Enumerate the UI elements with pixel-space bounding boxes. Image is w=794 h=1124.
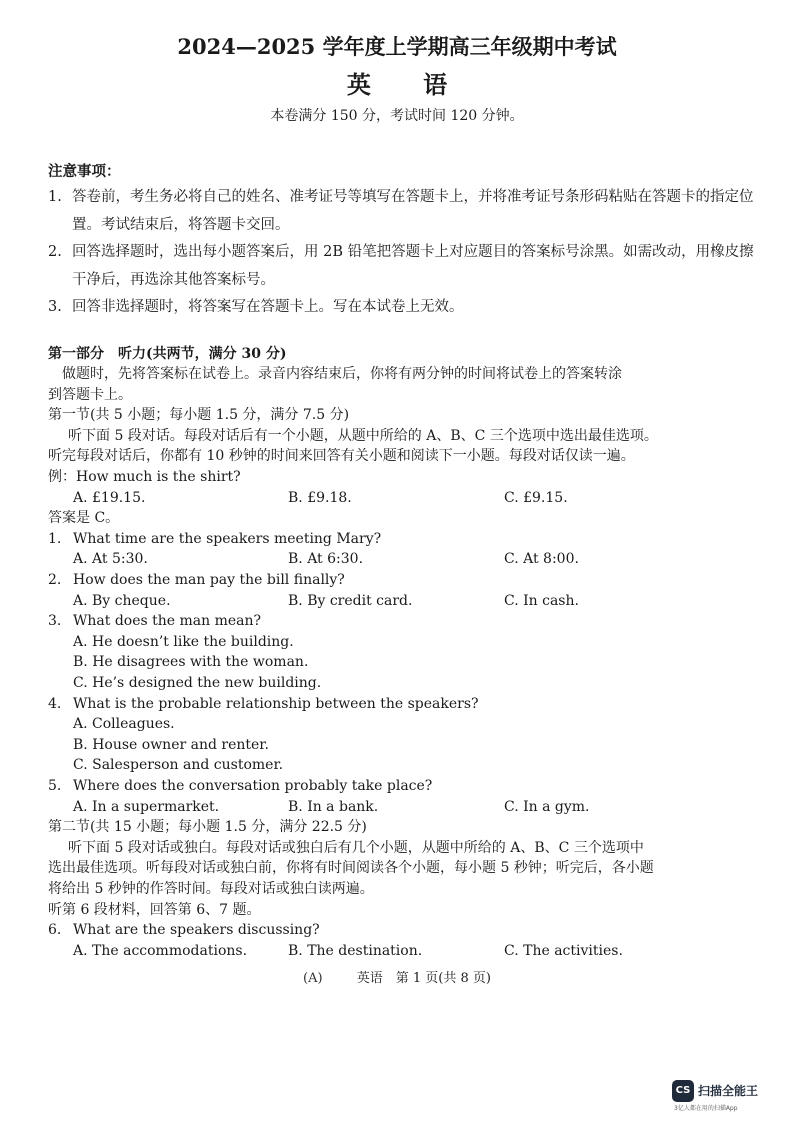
answer-option: B. House owner and renter. — [73, 736, 269, 753]
scanner-watermark — [672, 1080, 782, 1116]
answer-option: C. Salesperson and customer. — [73, 757, 284, 774]
part1-intro-line: 到答题卡上。 — [48, 386, 132, 403]
notice-item-num: 1. — [48, 189, 62, 205]
question-text: How does the man pay the bill finally? — [73, 572, 345, 589]
answer-option: B. At 6:30. — [288, 551, 364, 568]
notice-item — [48, 239, 760, 294]
answer-option: A. The accommodations. — [73, 942, 248, 959]
example-option: B. £9.18. — [288, 489, 352, 506]
camscanner-logo-icon: CS — [672, 1080, 694, 1102]
question-stem — [48, 570, 760, 591]
answer-option: A. By cheque. — [73, 592, 171, 609]
example-answer: 答案是 C。 — [48, 510, 120, 527]
question-number: 1. — [48, 530, 62, 547]
notice-item — [48, 294, 760, 322]
section2-instruction: 选出最佳选项。听每段对话或独白前，你将有时间阅读各个小题，每小题 5 秒钟；听完后，各小题 — [48, 860, 654, 877]
options-row — [48, 549, 760, 570]
exam-title: 2024—2025 学年度上学期高三年级期中考试 — [177, 34, 617, 59]
notice-item-text: 答卷前，考生务必将自己的姓名、准考证号等填写在答题卡上，并将准考证号条形码粘贴在答题卡的指定位置。考试结束后，将答题卡交回。 — [72, 189, 754, 233]
question-number: 6. — [48, 922, 62, 939]
notice-item-num: 3. — [48, 299, 62, 315]
notice-item — [48, 184, 760, 239]
notice-list — [48, 184, 760, 322]
question-number: 3. — [48, 613, 62, 630]
answer-option: B. In a bank. — [288, 798, 379, 815]
answer-option: B. He disagrees with the woman. — [73, 654, 309, 671]
answer-option: A. In a supermarket. — [73, 798, 220, 815]
example-stem: 例：How much is the shirt? — [48, 469, 241, 486]
answer-option: C. In a gym. — [504, 798, 590, 815]
answer-option: A. At 5:30. — [73, 551, 148, 568]
question-stem — [48, 694, 760, 715]
section2-instruction: 将给出 5 秒钟的作答时间。每段对话或独白读两遍。 — [48, 880, 374, 897]
page-footer — [0, 970, 794, 988]
question-text: What are the speakers discussing? — [73, 922, 320, 939]
answer-option: C. In cash. — [504, 592, 579, 609]
section1-instruction: 听完每段对话后，你都有 10 秒钟的时间来回答有关小题和阅读下一小题。每段对话仅读一遍。 — [48, 448, 635, 465]
section1-heading: 第一节(共 5 小题；每小题 1.5 分，满分 7.5 分) — [48, 407, 350, 424]
answer-option: B. By credit card. — [288, 592, 413, 609]
notice-item-text: 回答选择题时，选出每小题答案后，用 2B 铅笔把答题卡上对应题目的答案标号涂黑。如需改动，用橡皮擦干净后，再选涂其他答案标号。 — [72, 244, 754, 288]
question-stem — [48, 920, 760, 941]
answer-option: C. He’s designed the new building. — [73, 675, 322, 691]
question-list — [48, 920, 760, 961]
footer-mark: (A) — [303, 971, 323, 986]
section2-instruction: 听下面 5 段对话或独白。每段对话或独白后有几个小题，从题中所给的 A、B、C 三个选项中 — [68, 839, 644, 856]
footer-page-number: 英语 第 1 页(共 8 页) — [356, 971, 491, 986]
question-stem — [48, 611, 760, 632]
question-list — [48, 529, 760, 817]
question-number: 5. — [48, 777, 62, 794]
brand-tagline: 3亿人都在用的扫描App — [674, 1105, 738, 1112]
question-text: What time are the speakers meeting Mary? — [73, 530, 382, 547]
notice-title: 注意事项： — [48, 163, 121, 180]
exam-body — [48, 160, 760, 961]
answer-option: A. Colleagues. — [73, 716, 175, 733]
options-row — [48, 591, 760, 612]
example-option: C. £9.15. — [504, 489, 568, 506]
spacer — [48, 322, 760, 344]
answer-option: C. At 8:00. — [504, 551, 579, 568]
question-stem — [48, 529, 760, 550]
score-line: 本卷满分 150 分，考试时间 120 分钟。 — [270, 108, 524, 124]
material-note: 听第 6 段材料，回答第 6、7 题。 — [48, 901, 261, 918]
options-row — [48, 797, 760, 818]
question-number: 4. — [48, 695, 62, 712]
question-text: Where does the conversation probably take place? — [73, 777, 433, 794]
question-number: 2. — [48, 572, 62, 589]
notice-item-text: 回答非选择题时，将答案写在答题卡上。写在本试卷上无效。 — [72, 299, 464, 315]
question-stem — [48, 776, 760, 797]
brand-name: 扫描全能王 — [698, 1084, 759, 1098]
example-option: A. £19.15. — [73, 489, 146, 506]
answer-option: C. The activities. — [504, 942, 623, 959]
subject-title: 英 语 — [346, 70, 470, 99]
example-options — [48, 488, 760, 509]
answer-option: B. The destination. — [288, 942, 423, 959]
part1-intro-line: 做题时，先将答案标在试卷上。录音内容结束后，你将有两分钟的时间将试卷上的答案转涂 — [62, 366, 622, 383]
section2-heading: 第二节(共 15 小题；每小题 1.5 分，满分 22.5 分) — [48, 819, 367, 836]
options-row — [48, 941, 760, 962]
question-text: What is the probable relationship between the speakers? — [73, 695, 479, 712]
part1-heading: 第一部分 听力(共两节，满分 30 分) — [48, 345, 287, 362]
section1-instruction: 听下面 5 段对话。每段对话后有一个小题，从题中所给的 A、B、C 三个选项中选出最佳选项。 — [68, 427, 658, 444]
question-text: What does the man mean? — [73, 613, 262, 630]
notice-item-num: 2. — [48, 244, 62, 260]
answer-option: A. He doesn’t like the building. — [73, 633, 294, 650]
